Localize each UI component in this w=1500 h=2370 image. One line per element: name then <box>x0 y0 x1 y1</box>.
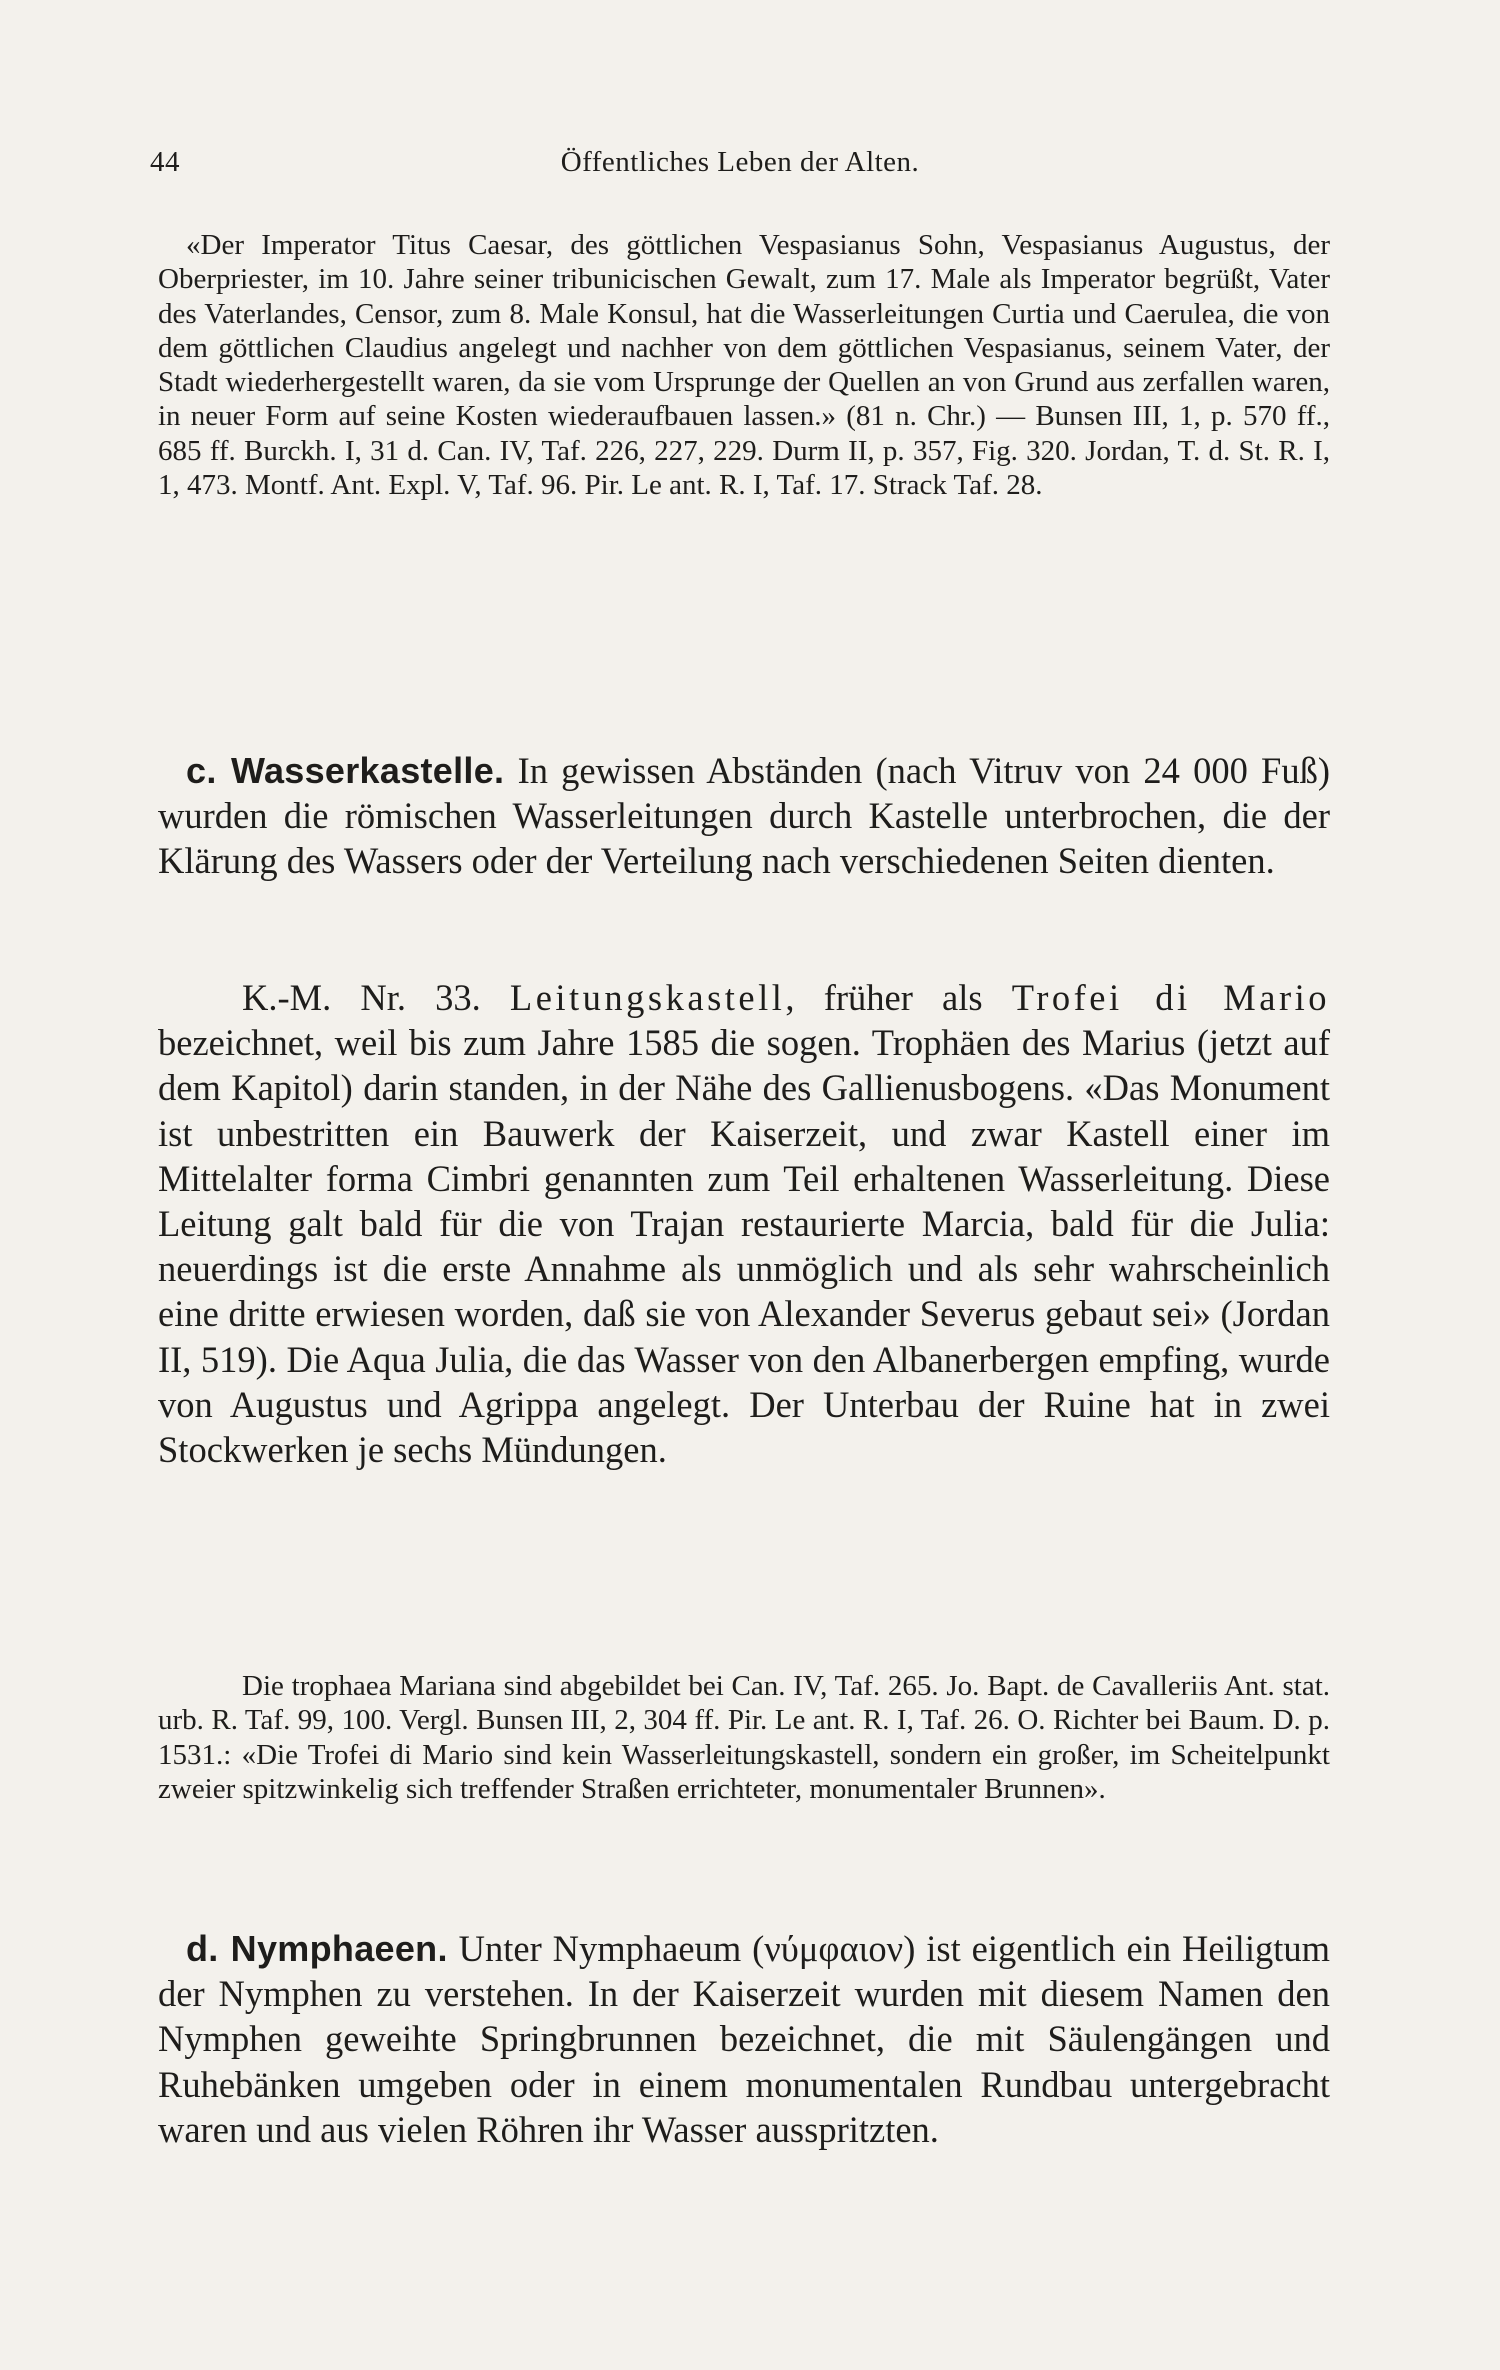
km-rest: bezeichnet, weil bis zum Jahre 1585 die sogen. Trophäen des Marius (jetzt auf dem Kapitol) darin standen, in der Nähe des Gallienusbogens. «Das Monument ist unbestritten ein Bauwerk der Kaiserzeit, und zwar Kastell einer im Mittelalter forma Cimbri genannten zum Teil erhaltenen Wasserleitung. Diese Leitung galt bald für die von Trajan restaurierte Marcia, bald für die Julia: neuerdings ist die erste Annahme als unmöglich und als sehr wahrscheinlich eine dritte erwiesen worden, daß sie von Alexander Severus gebaut sei» (Jordan II, 519). Die Aqua Julia, die das Wasser von den Albanerbergen empfing, wurde von Augustus und Agrippa angelegt. Der Unterbau der Ruine hat in zwei Stockwerken je sechs Mündungen. <box>158 1022 1330 1471</box>
km-middle: , früher als <box>785 977 1012 1018</box>
section-d-paragraph <box>158 1926 1330 2152</box>
trophaea-note: Die trophaea Mariana sind abgebildet bei Can. IV, Taf. 265. Jo. Bapt. de Cavalleriis Ant. stat. urb. R. Taf. 99, 100. Vergl. Bunsen III, 2, 304 ff. Pir. Le ant. R. I, Taf. 26. O. Richter bei Baum. D. p. 1531.: «Die Trofei di Mario sind kein Wasserleitungskastell, sondern ein großer, im Scheitelpunkt zweier spitzwinkelig sich treffender Straßen errichteter, monumentaler Brunnen». <box>158 1670 1330 1805</box>
section-c-text: In gewissen Abständen (nach Vitruv von 24 000 Fuß) wurden die römischen Wasserleitungen durch Kastelle unterbrochen, die der Klärung des Wassers oder der Verteilung nach verschiedenen Seiten dienten. <box>158 750 1331 882</box>
section-c-heading: c. Wasserkastelle. <box>186 750 505 791</box>
km-prefix: K.-M. Nr. 33. <box>242 977 510 1018</box>
km-paragraph <box>158 975 1330 1472</box>
running-title: Öffentliches Leben der Alten. <box>560 146 920 178</box>
km-spaced-name: Leitungskastell <box>509 977 786 1018</box>
section-c-paragraph <box>158 748 1330 884</box>
running-header <box>150 146 1330 190</box>
km-spaced-trofei: Trofei di Mario <box>1011 977 1330 1018</box>
page-number: 44 <box>150 146 180 178</box>
quote-paragraph: «Der Imperator Titus Caesar, des göttlichen Vespasianus Sohn, Vespasianus Augustus, der Oberpriester, im 10. Jahre seiner tribunicischen Gewalt, zum 17. Male als Imperator begrüßt, Vater des Vaterlandes, Censor, zum 8. Male Konsul, hat die Wasserleitungen Curtia und Caerulea, die von dem göttlichen Claudius angelegt und nachher von dem göttlichen Vespasianus, seinem Vater, der Stadt wiederhergestellt waren, da sie vom Ursprunge der Quellen an von Grund aus zerfallen waren, in neuer Form auf seine Kosten wiederaufbauen lassen.» (81 n. Chr.) — Bunsen III, 1, p. 570 ff., 685 ff. Burckh. I, 31 d. Can. IV, Taf. 226, 227, 229. Durm II, p. 357, Fig. 320. Jordan, T. d. St. R. I, 1, 473. Montf. Ant. Expl. V, Taf. 96. Pir. Le ant. R. I, Taf. 17. Strack Taf. 28. <box>158 229 1330 502</box>
section-d-heading: d. Nymphaeen. <box>186 1928 448 1969</box>
section-d-text: Unter Nymphaeum (νύμφαιον) ist eigentlich ein Heiligtum der Nymphen zu verstehen. In der Kaiserzeit wurden mit diesem Namen den Nymphen geweihte Springbrunnen bezeichnet, die mit Säulengängen und Ruhebänken umgeben oder in einem monumentalen Rundbau untergebracht waren und aus vielen Röhren ihr Wasser ausspritzten. <box>158 1928 1330 2150</box>
